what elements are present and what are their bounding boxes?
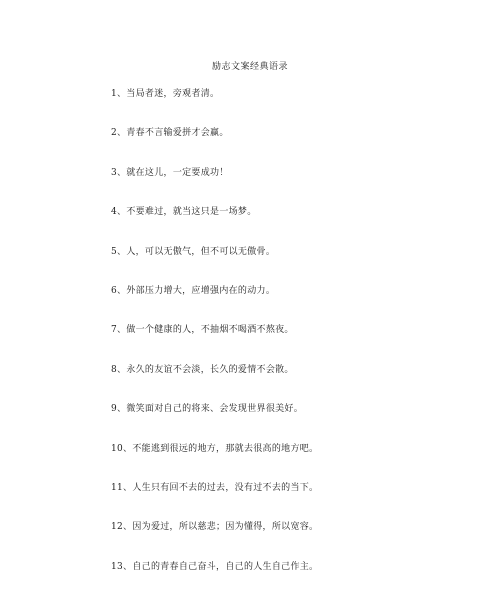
- quote-item: 3、就在这儿，一定要成功！: [111, 167, 229, 178]
- quote-item: 6、外部压力增大，应增强内在的动力。: [111, 285, 276, 296]
- quote-item: 1、当局者迷，旁观者清。: [111, 89, 220, 99]
- quote-item: 4、不要难过，就当这只是一场梦。: [111, 207, 257, 218]
- quote-item: 11、人生只有回不去的过去，没有过不去的当下。: [111, 482, 319, 493]
- quote-list: [111, 88, 318, 600]
- document-title: 励志文案经典语录: [211, 62, 288, 72]
- quote-item: 8、永久的友谊不会淡，长久的爱情不会散。: [111, 364, 294, 375]
- quote-item: 5、人，可以无傲气，但不可以无傲骨。: [111, 246, 276, 257]
- quote-item: 7、做一个健康的人，不抽烟不喝酒不熬夜。: [111, 325, 294, 336]
- quote-item: 9、微笑面对自己的将来、会发现世界很美好。: [111, 404, 304, 415]
- quote-item: 12、因为爱过，所以慈悲；因为懂得，所以宽容。: [111, 522, 319, 533]
- quote-item: 2、青春不言输爱拼才会赢。: [111, 128, 229, 139]
- quote-item: 13、自己的青春自己奋斗，自己的人生自己作主。: [111, 561, 319, 572]
- quote-item: 10、不能逃到很远的地方，那就去很高的地方吧。: [111, 443, 319, 454]
